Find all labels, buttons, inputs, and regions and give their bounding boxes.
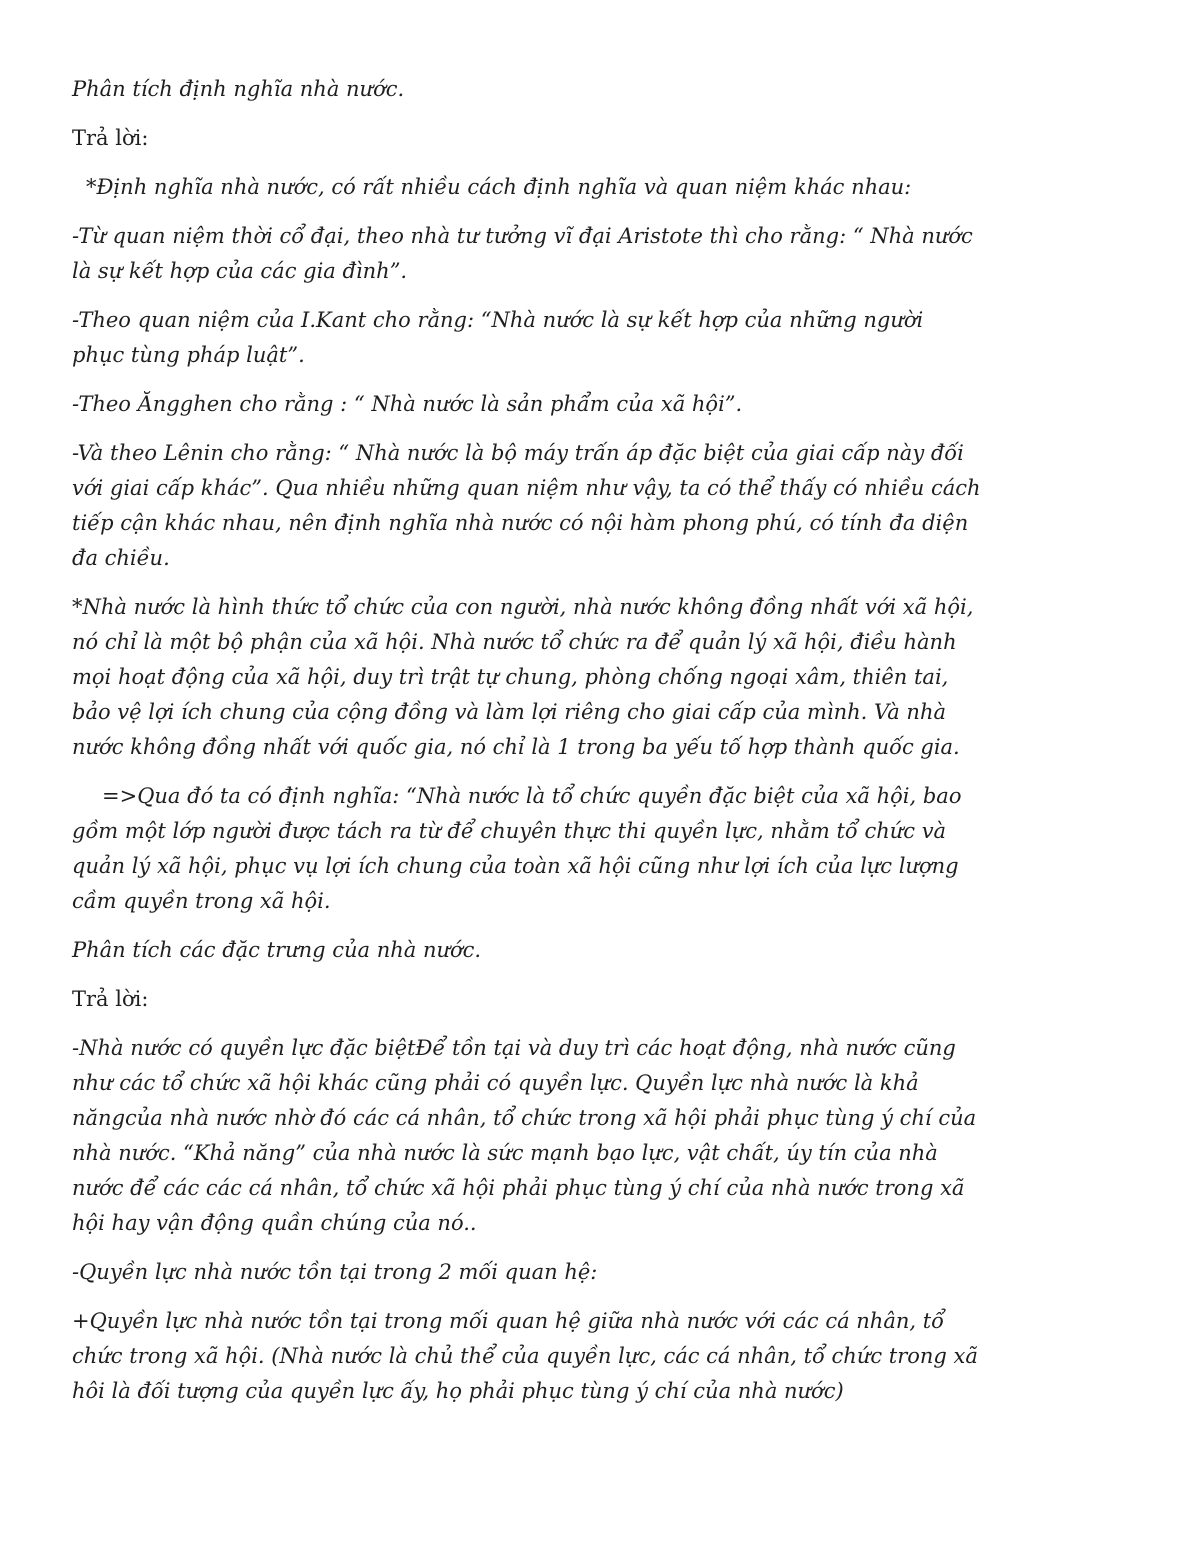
paragraph: *Nhà nước là hình thức tổ chức của con người, nhà nước không đồng nhất với xã hội, nó chỉ là một bộ phận của xã hội. Nhà nước tổ chức ra để quản lý xã hội, điều hành mọi hoạt động của xã hội, duy trì trật tự chung, phòng chống ngoại xâm, thiên tai, bảo vệ lợi ích chung của cộng đồng và làm lợi riêng cho giai cấp của mình. Và nhà nước không đồng nhất với quốc gia, nó chỉ là 1 trong ba yếu tố hợp thành quốc gia. (72, 595, 974, 759)
section-heading: Phân tích các đặc trưng của nhà nước. (72, 938, 482, 962)
paragraph: -Nhà nước có quyền lực đặc biệtĐể tồn tại và duy trì các hoạt động, nhà nước cũng như các tổ chức xã hội khác cũng phải có quyền lực. Quyền lực nhà nước là khả năngcủa nhà nước nhờ đó các cá nhân, tổ chức trong xã hội phải phục tùng ý chí của nhà nước. “Khả năng” của nhà nước là sức mạnh bạo lực, vật chất, úy tín của nhà nước để các các cá nhân, tổ chức xã hội phải phục tùng ý chí của nhà nước trong xã hội hay vận động quần chúng của nó.. (72, 1036, 977, 1235)
paragraph: -Và theo Lênin cho rằng: “ Nhà nước là bộ máy trấn áp đặc biệt của giai cấp này đối với giai cấp khác”. Qua nhiều những quan niệm như vậy, ta có thể thấy có nhiều cách tiếp cận khác nhau, nên định nghĩa nhà nước có nội hàm phong phú, có tính đa diện đa chiều. (72, 441, 981, 570)
paragraph: -Theo Ăngghen cho rằng : “ Nhà nước là sản phẩm của xã hội”. (72, 392, 743, 416)
answer-label: Trả lời: (72, 987, 149, 1011)
answer-label: Trả lời: (72, 126, 149, 150)
paragraph: -Quyền lực nhà nước tồn tại trong 2 mối quan hệ: (72, 1260, 598, 1284)
paragraph: *Định nghĩa nhà nước, có rất nhiều cách định nghĩa và quan niệm khác nhau: (86, 175, 912, 199)
paragraph: -Theo quan niệm của I.Kant cho rằng: “Nhà nước là sự kết hợp của những người phục tùng pháp luật”. (72, 308, 924, 367)
paragraph: -Từ quan niệm thời cổ đại, theo nhà tư tưởng vĩ đại Aristote thì cho rằng: “ Nhà nước là sự kết hợp của các gia đình”. (72, 224, 973, 283)
paragraph: =>Qua đó ta có định nghĩa: “Nhà nước là tổ chức quyền đặc biệt của xã hội, bao gồm một lớp người được tách ra từ để chuyên thực thi quyền lực, nhằm tổ chức và quản lý xã hội, phục vụ lợi ích chung của toàn xã hội cũng như lợi ích của lực lượng cầm quyền trong xã hội. (72, 784, 962, 913)
section-heading: Phân tích định nghĩa nhà nước. (72, 77, 405, 101)
paragraph: +Quyền lực nhà nước tồn tại trong mối quan hệ giữa nhà nước với các cá nhân, tổ chức trong xã hội. (Nhà nước là chủ thể của quyền lực, các cá nhân, tổ chức trong xã hôi là đối tượng của quyền lực ấy, họ phải phục tùng ý chí của nhà nước) (72, 1309, 978, 1403)
